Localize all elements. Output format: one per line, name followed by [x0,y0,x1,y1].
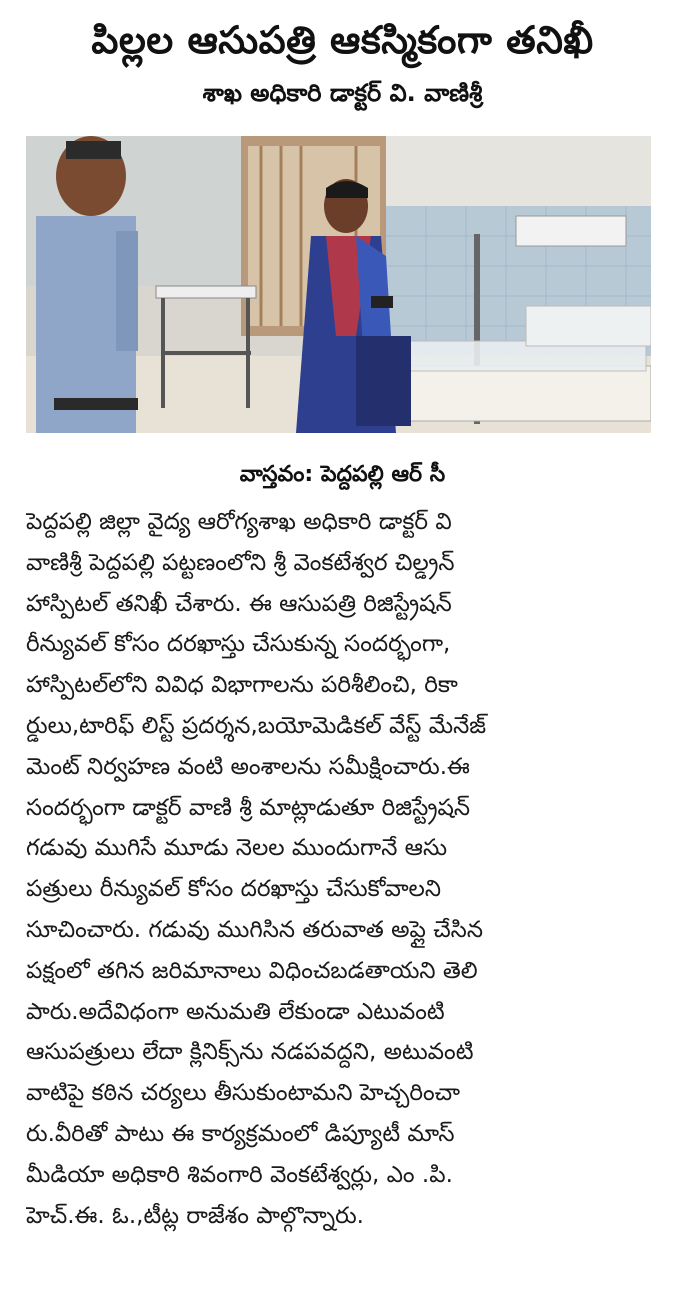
article-line: హాస్పిటల్ తనిఖీ చేశారు. ఈ ఆసుపత్రి రిజిస్ట్రేషన్ [26,590,452,617]
article-line: సందర్భంగా డాక్టర్ వాణి శ్రీ మాట్లాడుతూ రిజిస్ట్రేషన్ [26,794,471,821]
article-body [26,502,659,1236]
article-line: ఆసుపత్రులు లేదా క్లినిక్స్‌ను నడపవద్దని, అటువంటి [26,1039,474,1066]
article-line: హెచ్.ఈ. ఓ.,టీట్ల రాజేశం పాల్గొన్నారు. [26,1202,364,1229]
article-line: వాణిశ్రీ పెద్దపల్లి పట్టణంలోని శ్రీ వెంకటేశ్వర చిల్డ్రన్ [26,549,455,576]
article-line: గడువు ముగిసే మూడు నెలల ముందుగానే ఆసు [26,835,448,862]
article-line: పక్షంలో తగిన జరిమానాలు విధించబడతాయని తెలి [26,957,478,984]
article-line: పారు.అదేవిధంగా అనుమతి లేకుండా ఎటువంటి [26,998,445,1025]
article-line: హాస్పిటల్‌లోని వివిధ విభాగాలను పరిశీలించి, రికా [26,672,458,699]
article-line: ర్డులు,టారిఫ్ లిస్ట్ ప్రదర్శన,బయోమెడికల్ వేస్ట్ మేనేజ్ [26,712,487,739]
dateline: వాస్తవం: పెద్దపల్లి ఆర్ సీ [239,462,446,487]
article-line: పెద్దపల్లి జిల్లా వైద్య ఆరోగ్యశాఖ అధికారి డాక్టర్ వి [26,509,452,535]
article-line: రీన్యువల్ కోసం దరఖాస్తు చేసుకున్న సందర్భంగా, [26,631,451,658]
article-line: మెంట్ నిర్వహణ వంటి అంశాలను సమీక్షించారు.ఈ [26,753,470,780]
article-line: పత్రులు రీన్యువల్ కోసం దరఖాస్తు చేసుకోవాలని [26,876,442,903]
subheadline: శాఖ అధికారి డాక్టర్ వి. వాణిశ్రీ [202,79,483,107]
news-photo [26,136,651,433]
article-line: సూచించారు. గడువు ముగిసిన తరువాత అప్లై చేసిన [26,916,483,943]
article-line: వాటిపై కఠిన చర్యలు తీసుకుంటామని హెచ్చరించా [26,1080,461,1107]
photo-illustration [26,136,651,433]
headline: పిల్లల ఆసుపత్రి ఆకస్మికంగా తనిఖీ [91,18,594,62]
article-line: మీడియా అధికారి శివంగారి వెంకటేశ్వర్లు, ఎం .పి. [26,1161,453,1188]
article-line: రు.వీరితో పాటు ఈ కార్యక్రమంలో డిప్యూటీ మాస్ [26,1120,455,1147]
